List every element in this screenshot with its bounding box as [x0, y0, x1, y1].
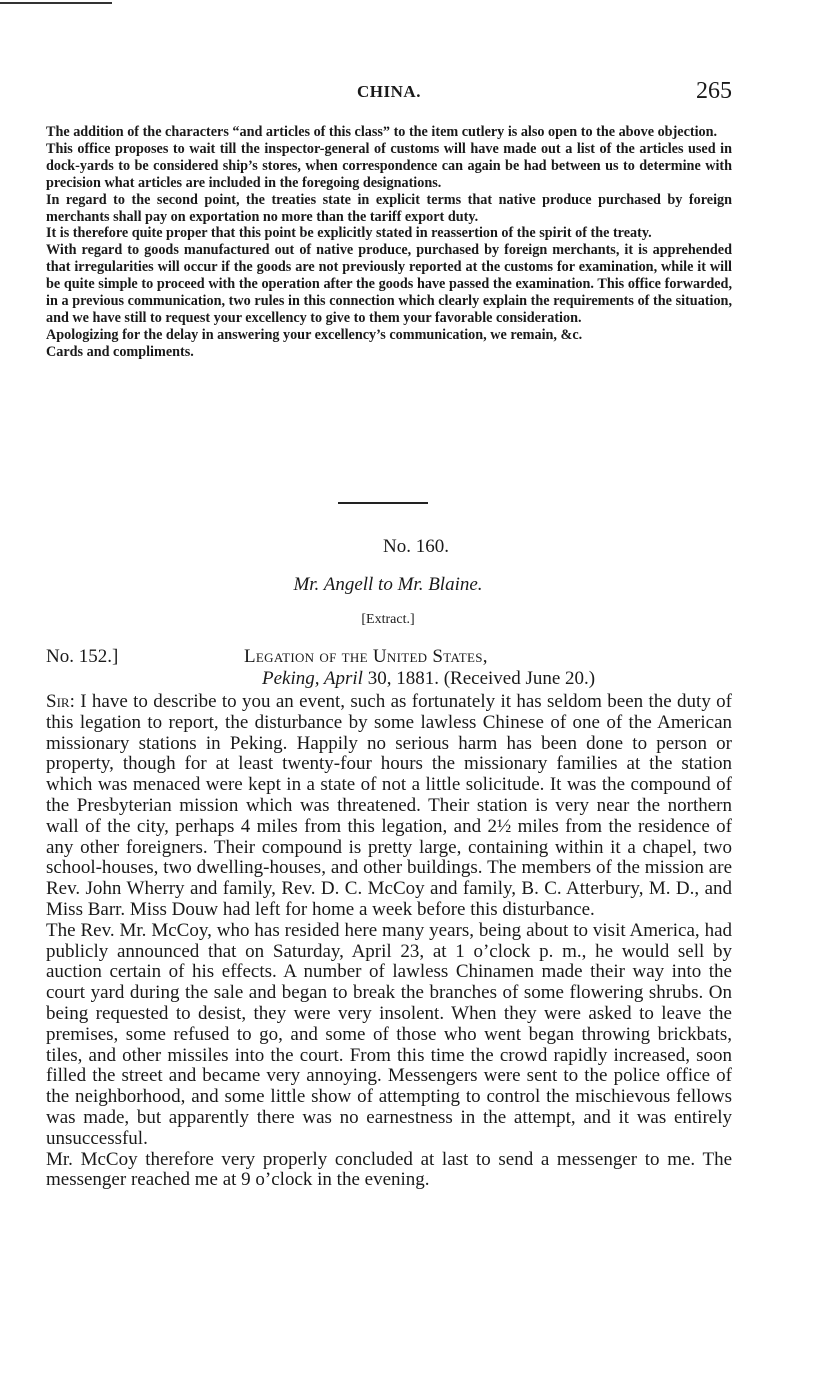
- previous-letter: [46, 124, 732, 361]
- received-date: (Received June 20.): [443, 668, 596, 689]
- previous-paragraph: In regard to the second point, the treaties state in explicit terms that native produce purchased by foreign merchants shall pay on exportation no more than the tariff export duty.: [46, 191, 732, 225]
- date-line: [262, 668, 595, 690]
- previous-paragraph: The addition of the characters “and articles of this class” to the item cutlery is also open to the above objection.: [46, 124, 718, 140]
- dispatch-number: No. 152.]: [46, 646, 119, 667]
- document-number: No. 160.: [383, 536, 449, 557]
- letter-body: [46, 692, 732, 1191]
- previous-paragraph: Apologizing for the delay in answering your excellency’s communication, we remain, &c.: [46, 326, 583, 343]
- top-rule: [0, 2, 112, 4]
- letter-paragraph: [46, 692, 732, 921]
- extract-note: [Extract.]: [361, 612, 415, 627]
- letter-paragraph-text: I have to describe to you an event, such as fortunately it has seldom been the duty of this legation to report, the disturbance by some lawless Chinese of one of the American missionary stations in Peking. Happily no serious harm has been done to person or property, though for at least twenty-four hours the missionary families at the station which was menaced were kept in a state of not a little solicitude. It was the compound of the Presbyterian mission which was threatened. Their station is very near the northern wall of the city, perhaps 4 miles from this legation, and 2½ miles from the residence of any other foreigners. Their compound is pretty large, containing within it a chapel, two school-houses, two dwelling-houses, and other buildings. The members of the mission are Rev. John Wherry and family, Rev. D. C. McCoy and family, B. C. Atterbury, M. D., and Miss Barr. Miss Douw had left for home a week before this disturbance.: [46, 691, 733, 920]
- legation-line: Legation of the United States,: [244, 646, 488, 667]
- previous-paragraph: It is therefore quite proper that this point be explicitly stated in reassertion of the spirit of the treaty.: [46, 225, 652, 242]
- previous-paragraph: Cards and compliments.: [46, 343, 194, 360]
- salutation: Sir:: [46, 691, 75, 712]
- letter-paragraph: Mr. McCoy therefore very properly concluded at last to send a messenger to me. The messenger reached me at 9 o’clock in the evening.: [46, 1148, 732, 1191]
- section-divider: [338, 502, 428, 504]
- date-rest: 30, 1881.: [367, 668, 439, 689]
- running-head: [46, 78, 732, 106]
- page-number: 265: [696, 78, 732, 104]
- previous-paragraph: This office proposes to wait till the inspector-general of customs will have made out a list of the articles used in dock-yards to be considered ship’s stores, when correspondence can again be had between us to determine with precision what articles are included in the foregoing designations.: [46, 140, 732, 191]
- letter-paragraph: The Rev. Mr. McCoy, who has resided here many years, being about to visit America, had publicly announced that on Saturday, April 23, at 1 o’clock p. m., he would sell by auction certain of his effects. A number of lawless Chinamen made their way into the court yard during the sale and began to break the branches of some flowering shrubs. On being requested to desist, they were very insolent. When they were asked to leave the premises, some refused to go, and some of those who went began throwing brickbats, tiles, and other missiles into the court. From this time the crowd rapidly increased, soon filled the street and became very annoying. Messengers were sent to the police office of the neighborhood, and some little show of attempting to control the mischievous fellows was made, but apparently there was no earnestness in the attempt, and it was entirely unsuccessful.: [46, 919, 732, 1149]
- document-heading: Mr. Angell to Mr. Blaine.: [293, 574, 483, 595]
- running-title: CHINA.: [357, 82, 421, 101]
- previous-paragraph: With regard to goods manufactured out of native produce, purchased by foreign merchants, it is apprehended that irregularities will occur if the goods are not previously reported at the customs for examination, while it will be quite simple to proceed with the operation after the goods have passed the examination. This office forwarded, in a previous communication, two rules in this connection which clearly explain the requirements of the situation, and we have still to request your excellency to give to them your favorable consideration.: [46, 242, 732, 326]
- date-place: Peking, April: [262, 668, 363, 689]
